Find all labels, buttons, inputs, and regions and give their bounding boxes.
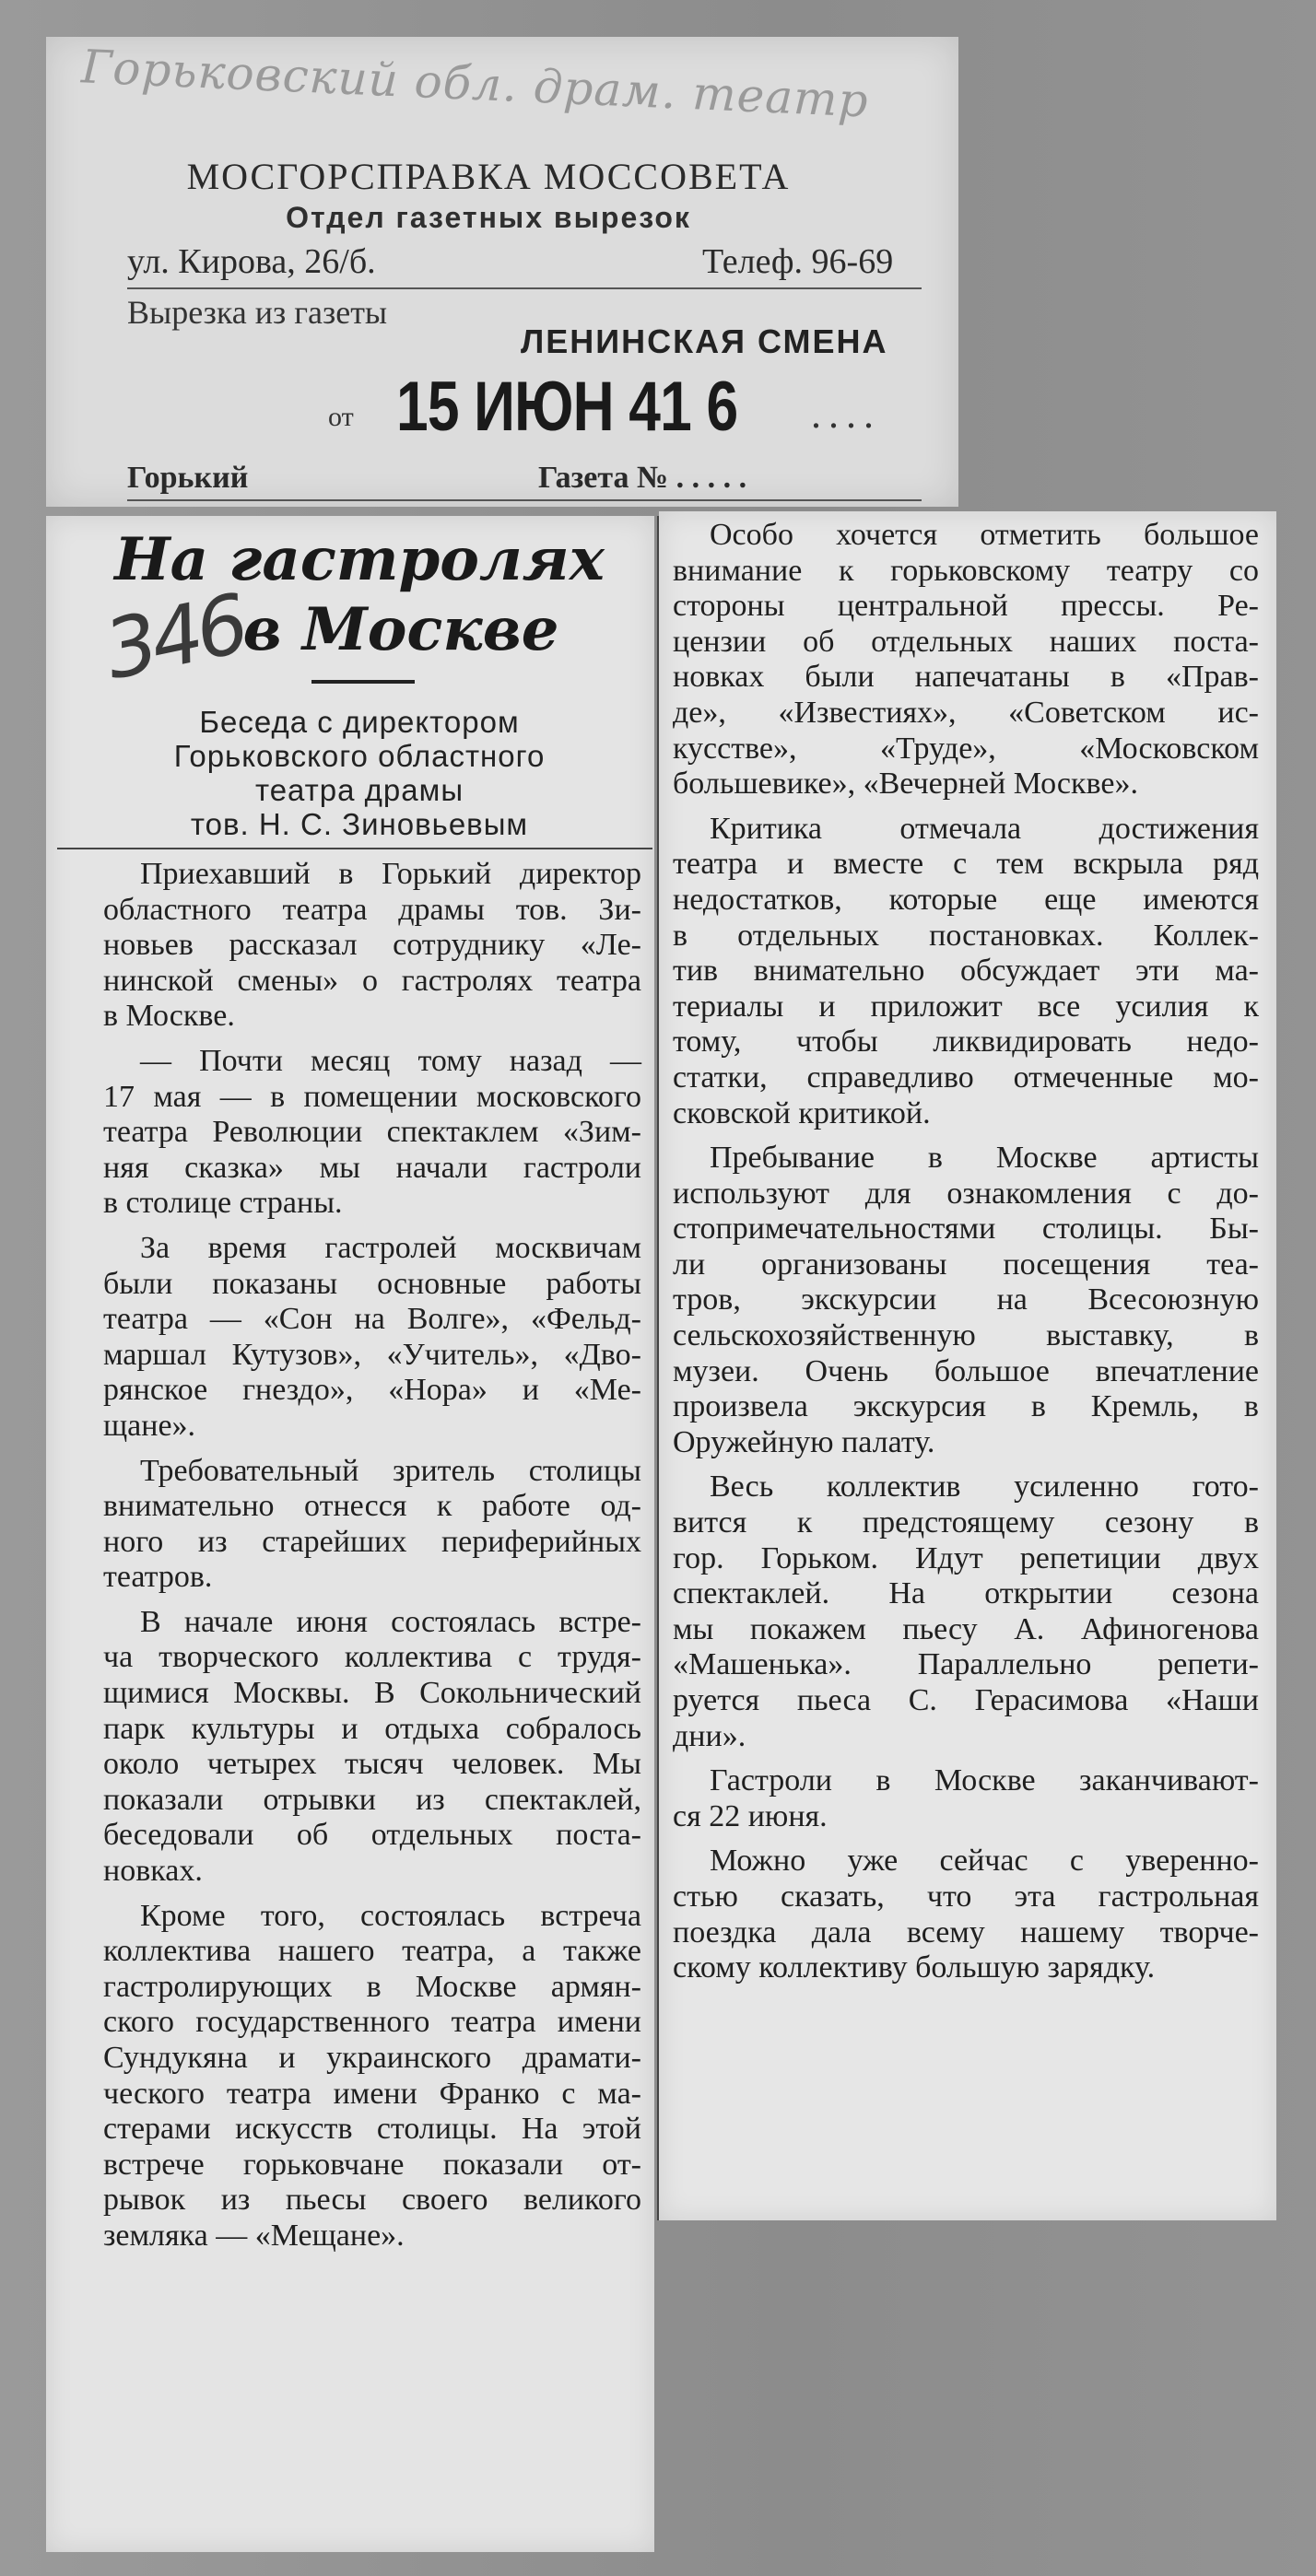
date-prefix: от: [328, 402, 354, 432]
article-text-line: Требовательный зритель столицы: [140, 1453, 641, 1488]
article-text-line: вится к предстоящему сезону в: [673, 1505, 1259, 1540]
article-text-line: земляка — «Мещане».: [103, 2218, 405, 2253]
article-text-line: За время гастролей москвичам: [140, 1230, 641, 1265]
article-text-line: поездка дала всему нашему творче-: [673, 1914, 1259, 1950]
article-text-line: в Москве.: [103, 999, 235, 1034]
article-text-line: де», «Известиях», «Советском ис-: [673, 695, 1259, 730]
date-stamp: 15 ИЮН 41 6: [396, 368, 738, 446]
article-text-line: используют для ознакомления с до-: [673, 1176, 1259, 1211]
article-right-column: [673, 518, 1259, 1986]
column-divider: [657, 516, 659, 2220]
article-text-line: театра — «Сон на Волге», «Фельд-: [103, 1302, 641, 1337]
article-text-line: териалы и приложит все усилия к: [673, 989, 1259, 1024]
paragraph-gap: [673, 1754, 1259, 1763]
article-text-line: кусстве», «Труде», «Московском: [673, 731, 1259, 766]
paragraph-gap: [673, 1131, 1259, 1141]
subhead-line: тов. Н. С. Зиновьевым: [190, 807, 529, 841]
article-text-line: около четырех тысяч человек. Мы: [103, 1747, 641, 1782]
article-text-line: Кроме того, состоялась встреча: [140, 1898, 641, 1933]
headline-rule: [311, 680, 415, 684]
subhead-line: Горьковского областного: [173, 739, 546, 773]
article-text-line: ского государственного театра имени: [103, 2005, 641, 2040]
article-text-line: Пребывание в Москве артисты: [710, 1141, 1259, 1176]
article-text-line: областного театра драмы тов. Зи-: [103, 892, 641, 927]
article-text-line: Сундукяна и украинского драмати-: [103, 2041, 641, 2075]
article-text-line: парк культуры и отдыха собралось: [103, 1711, 641, 1746]
agency-name: МОСГОРСПРАВКА МОССОВЕТА: [186, 156, 791, 197]
article-text-line: Весь коллектив усиленно гото-: [710, 1469, 1259, 1505]
date-dots: ....: [811, 392, 881, 437]
article-text-line: в отдельных постановках. Коллек-: [673, 918, 1259, 953]
article-text-line: рывок из пьесы своего великого: [103, 2183, 641, 2218]
article-text-line: гастролирующих в Москве армян-: [103, 1969, 641, 2004]
article-text-line: Критика отмечала достижения: [710, 811, 1259, 846]
clipping-label: Вырезка из газеты: [127, 294, 388, 331]
city-label: Горький: [127, 461, 249, 495]
article-text-line: новках.: [103, 1854, 203, 1889]
department-name: Отдел газетных вырезок: [286, 201, 691, 234]
article-text-line: руется пьеса С. Герасимова «Наши: [673, 1683, 1259, 1717]
paragraph-gap: [673, 1460, 1259, 1469]
article-text-line: нинской смены» о гастролях театра: [103, 963, 641, 998]
article-text-line: ся 22 июня.: [673, 1798, 828, 1833]
article-text-line: ли организованы посещения теа-: [673, 1247, 1259, 1282]
article-text-line: беседовали об отдельных поста-: [103, 1818, 641, 1853]
article-text-line: коллектива нашего театра, а также: [103, 1934, 641, 1969]
article-text-line: Можно уже сейчас с уверенно-: [710, 1844, 1259, 1879]
paragraph-gap: [103, 1445, 641, 1454]
article-text-line: мы покажем пьесу А. Афиногенова: [673, 1611, 1259, 1646]
article-text-line: музеи. Очень большое впечатление: [673, 1353, 1259, 1388]
article-text-line: гор. Горьком. Идут репетиции двух: [673, 1540, 1259, 1575]
article-text-line: стерами искусств столицы. На этой: [103, 2112, 641, 2147]
article-text-line: встрече горьковчане показали от-: [103, 2147, 641, 2182]
article-text-line: щимися Москвы. В Сокольнический: [103, 1676, 641, 1711]
headline-line-1: На гастролях: [114, 525, 605, 594]
article-left-column: [103, 857, 641, 2254]
article-text-line: большевике», «Вечерней Москве».: [673, 767, 1138, 802]
article-text-line: — Почти месяц тому назад —: [140, 1043, 641, 1078]
article-text-line: маршал Кутузов», «Учитель», «Дво-: [103, 1337, 641, 1372]
article-text-line: сковской критикой.: [673, 1095, 931, 1130]
article-text-line: скому коллективу большую зарядку.: [673, 1950, 1156, 1985]
article-text-line: стопримечательностями столицы. Бы-: [673, 1212, 1259, 1247]
article-text-line: Особо хочется отметить большое: [710, 518, 1259, 552]
article-text-line: ного из старейших периферийных: [103, 1524, 641, 1559]
paragraph-gap: [103, 1035, 641, 1044]
article-text-line: 17 мая — в помещении московского: [103, 1079, 641, 1114]
article-text-line: няя сказка» мы начали гастроли: [103, 1150, 641, 1185]
article-text-line: тив внимательно обсуждает эти ма-: [673, 954, 1259, 989]
article-text-line: спектаклей. На открытии сезона: [673, 1576, 1259, 1611]
article-text-line: цензии об отдельных наших поста-: [673, 624, 1259, 659]
handwritten-note: Горьковский обл. драм. театр: [80, 40, 870, 128]
header-bottom-divider: [127, 499, 922, 501]
header-divider: [127, 287, 922, 289]
article-text-line: тров, экскурсии на Всесоюзную: [673, 1282, 1259, 1317]
newspaper-name: ЛЕНИНСКАЯ СМЕНА: [521, 322, 888, 360]
article-text-line: недостатков, которые еще имеются: [673, 882, 1259, 917]
article-text-line: Гастроли в Москве заканчивают-: [710, 1763, 1259, 1798]
subhead-divider: [57, 848, 652, 849]
article-text-line: показали отрывки из спектаклей,: [103, 1782, 641, 1817]
article-text-line: В начале июня состоялась встре-: [140, 1604, 641, 1639]
article-text-line: ческого театра имени Франко с ма-: [103, 2076, 641, 2111]
article-text-line: статки, справедливо отмеченные мо-: [673, 1060, 1259, 1095]
agency-phone: Телеф. 96-69: [702, 242, 894, 281]
article-text-line: новках были напечатаны в «Прав-: [673, 660, 1259, 695]
handwritten-reference-number: 346: [96, 576, 253, 698]
paragraph-gap: [103, 1890, 641, 1899]
article-text-line: дни».: [673, 1718, 746, 1753]
article-text-line: тому, чтобы ликвидировать недо-: [673, 1025, 1259, 1060]
article-text-line: стороны центральной прессы. Ре-: [673, 589, 1259, 624]
article-text-line: внимание к горьковскому театру со: [673, 553, 1259, 588]
article-text-line: театра Революции спектаклем «Зим-: [103, 1115, 641, 1150]
article-text-line: внимательно отнесся к работе од-: [103, 1489, 641, 1524]
article-text-line: новьев рассказал сотруднику «Ле-: [103, 928, 641, 963]
paragraph-gap: [103, 1222, 641, 1231]
article-text-line: рянское гнездо», «Нора» и «Ме-: [103, 1373, 641, 1408]
subhead-line: театра драмы: [254, 773, 464, 807]
agency-address: ул. Кирова, 26/б.: [127, 242, 376, 281]
subhead-line: Беседа с директором: [199, 705, 520, 739]
article-text-line: театра и вместе с тем вскрыла ряд: [673, 847, 1259, 882]
article-text-line: произвела экскурсия в Кремль, в: [673, 1389, 1259, 1424]
article-text-line: ча творческого коллектива с трудя-: [103, 1640, 641, 1675]
article-text-line: в столице страны.: [103, 1186, 343, 1221]
paragraph-gap: [673, 1834, 1259, 1844]
article-subheading: [101, 705, 617, 841]
article-text-line: сельскохозяйственную выставку, в: [673, 1318, 1259, 1353]
article-text-line: стью сказать, что эта гастрольная: [673, 1879, 1259, 1914]
article-text-line: были показаны основные работы: [103, 1266, 641, 1301]
article-text-line: щане».: [103, 1408, 196, 1443]
article-text-line: Приехавший в Горький директор: [140, 857, 641, 891]
paragraph-gap: [673, 802, 1259, 812]
article-text-line: Оружейную палату.: [673, 1424, 935, 1459]
issue-number-label: Газета № . . . . .: [538, 461, 747, 495]
paragraph-gap: [103, 1596, 641, 1605]
article-text-line: театров.: [103, 1560, 213, 1595]
article-text-line: «Машенька». Параллельно репети-: [673, 1647, 1259, 1682]
headline-line-2: в Москве: [242, 595, 559, 664]
